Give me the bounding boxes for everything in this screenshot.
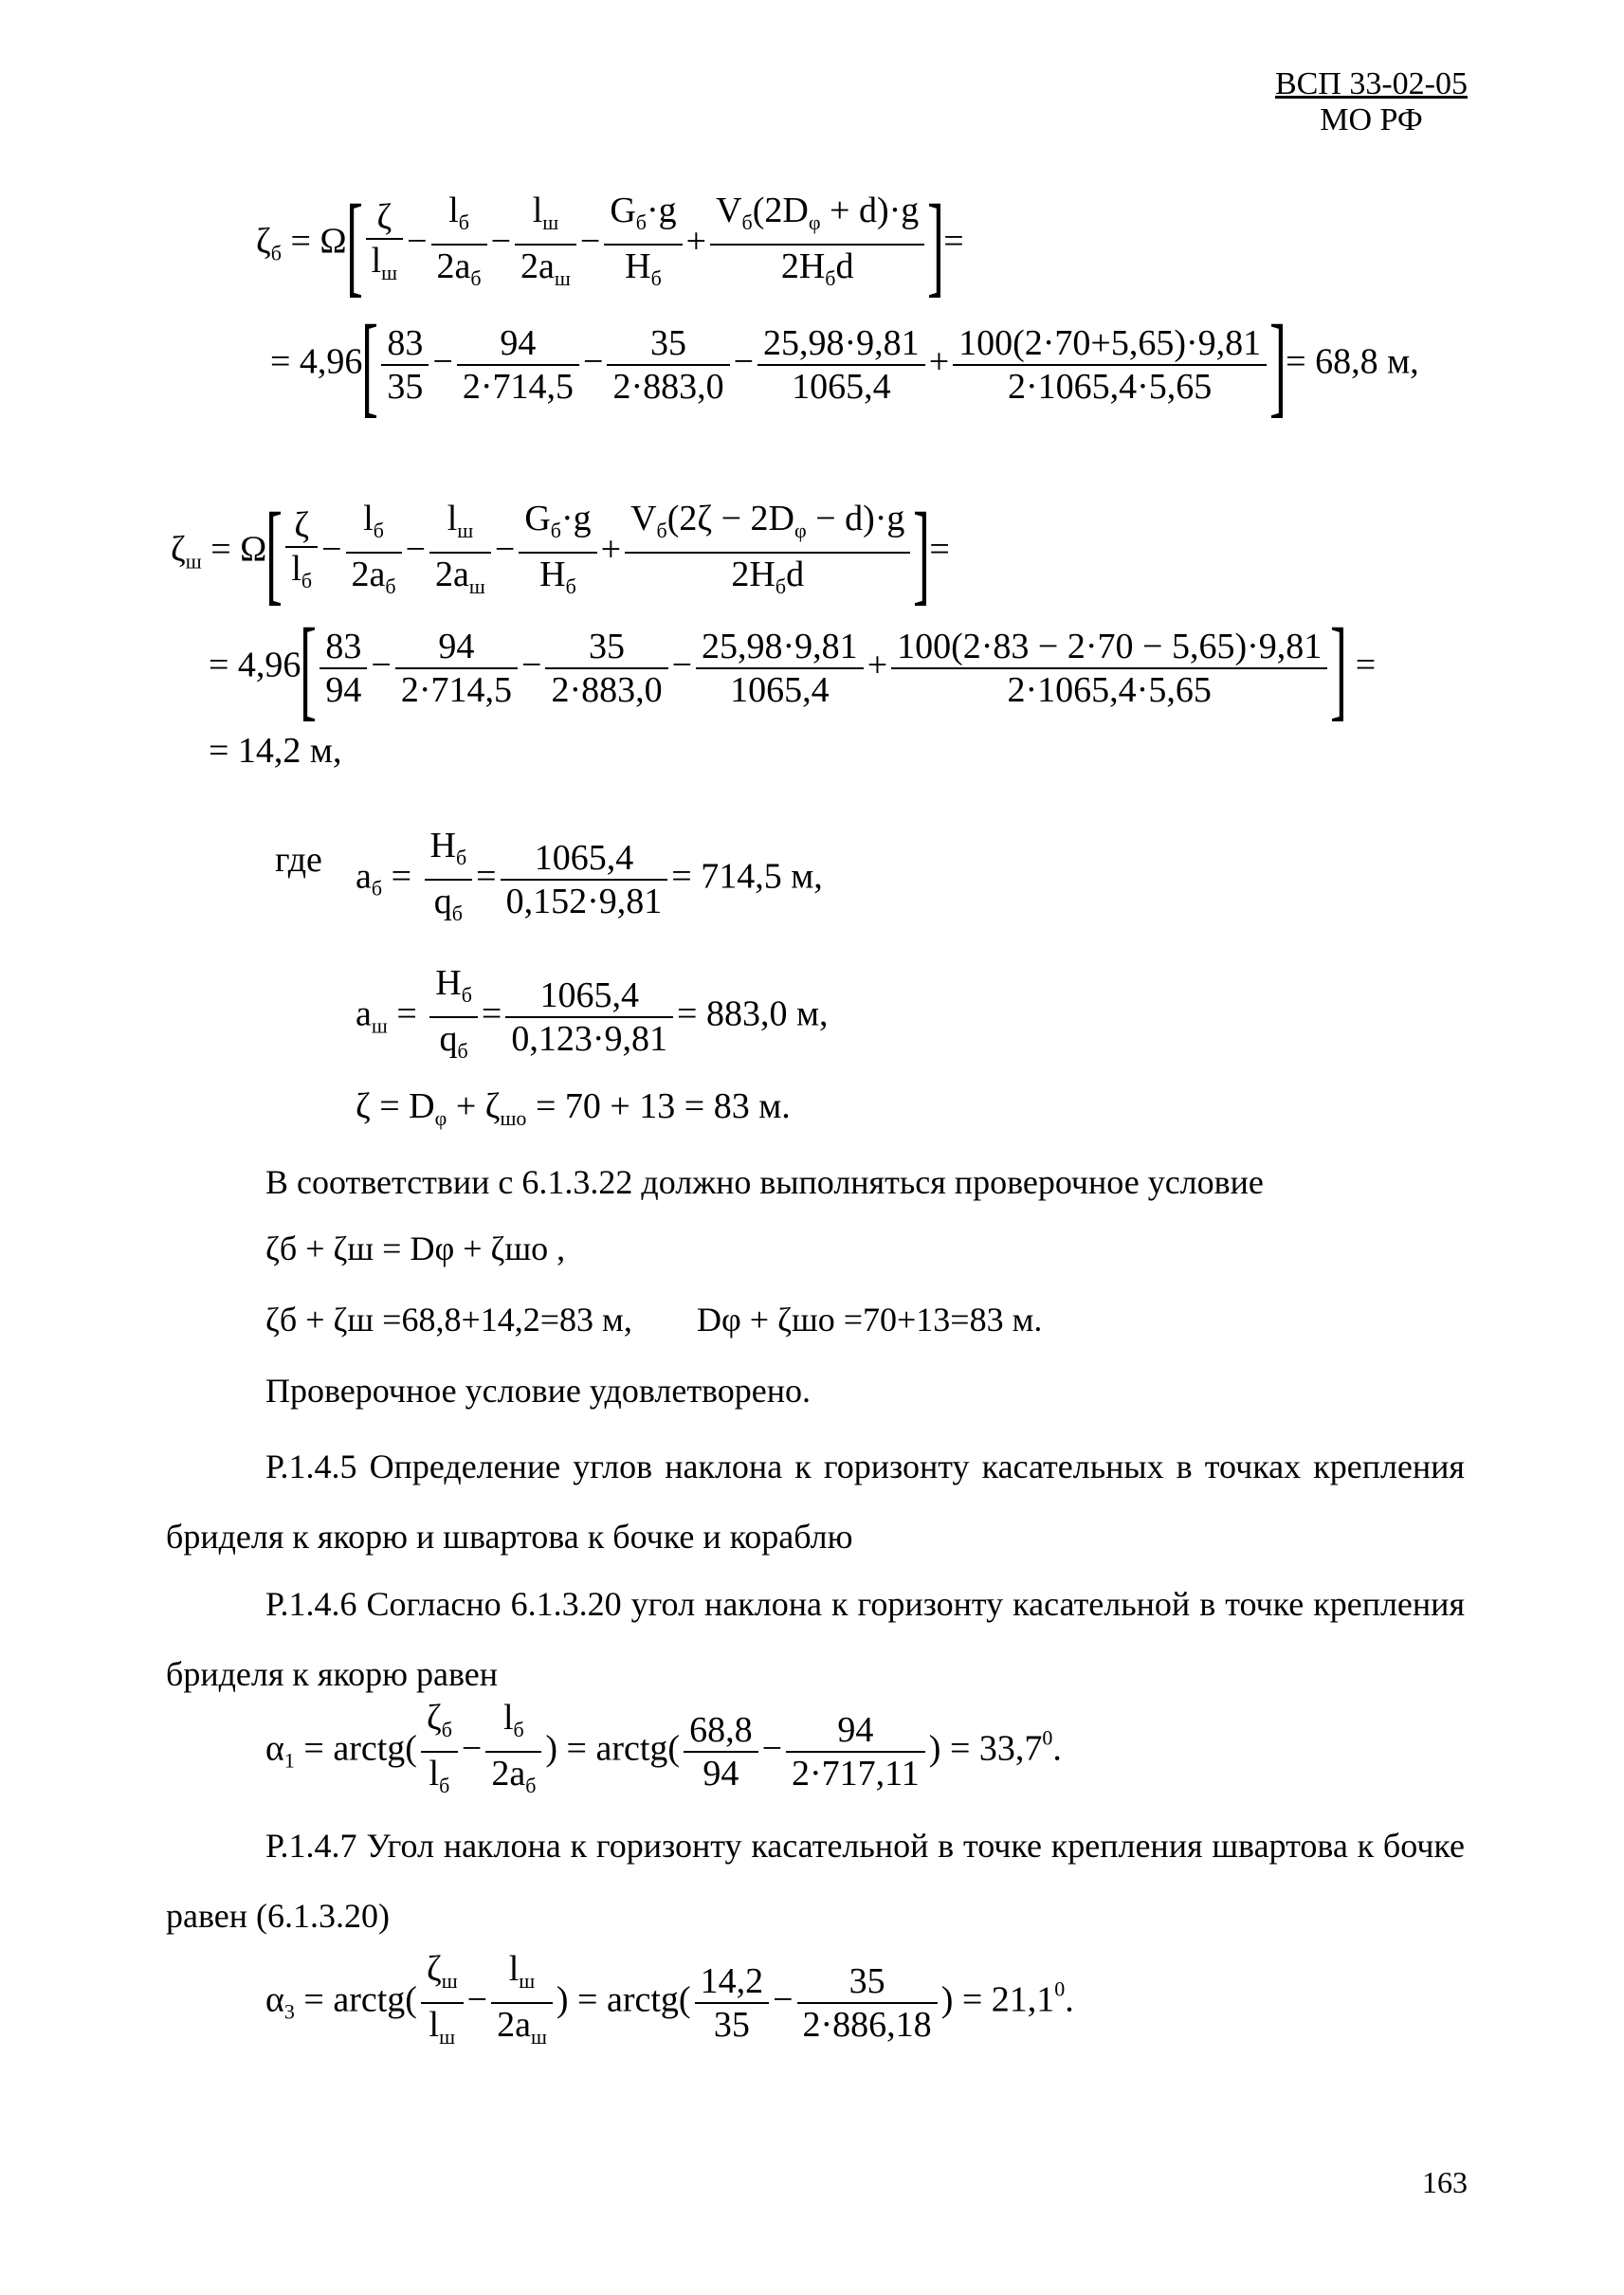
- page-number: 163: [1422, 2165, 1468, 2199]
- eq2-tail: =: [1355, 645, 1377, 685]
- equation-zeta-b-line1: $\zeta_б = \Omega$[ $\frac{\zeta}{l_ш}$ − $\frac{l_б}{2a_б}$ − $\frac{l_ш}{2a_ш}$ − $\frac{G_б\cdot g}{H_б}$ + $\frac{V_б(2D_\varphi + d)\cdot g}{2H_бd}$ ]=: [256, 181, 964, 307]
- zeta-result: = 70 + 13 = 83 м.: [535, 1086, 791, 1126]
- check-formula-2a: ζб + ζш =68,8+14,2=83 м,: [265, 1301, 632, 1339]
- alpha3-result: = 21,1: [961, 1979, 1055, 2020]
- paragraph-p145: Р.1.4.5 Определение углов наклона к горизонту касательных в точках крепления бриделя к якорю и швартова к бочке и кораблю: [166, 1448, 1465, 1556]
- a-sh-result: = 883,0 м,: [677, 993, 829, 1034]
- equation-zeta-sh-result: = 14,2 м,: [209, 731, 342, 771]
- alpha1-result: = 33,7: [949, 1728, 1043, 1769]
- equation-zeta-sh-line1: $\zeta_ш = \Omega$[ $\frac{\zeta}{l_б}$ − $\frac{l_б}{2a_б}$ − $\frac{l_ш}{2a_ш}$ − $\frac{G_б\cdot g}{H_б}$ + $\frac{V_б(2\zeta - 2D_\varphi - d)\cdot g}{2H_бd}$ ]=: [171, 489, 950, 615]
- ministry-code: МО РФ: [1320, 102, 1423, 137]
- equation-zeta-b-line2: = 4,96[ $\frac{83}{35}$ − $\frac{94}{2\cdot 714,5}$ − $\frac{35}{2\cdot 883,0}$ − $\frac{25,98\cdot 9,81}{1065,4}$ + $\frac{100(2\cdot 70+5,65)\cdot 9,81}{2\cdot 1065,4\cdot 5,65}$ ]= 68,8 м,: [270, 301, 1419, 428]
- eq1-lead: = 4,96: [270, 341, 363, 382]
- equation-a-b: $a_б$ = $\frac{H_б}{q_б}$ = $\frac{1065,4}{0,152\cdot 9,81}$ = 714,5 м,: [356, 826, 823, 925]
- zeta-lhs: ζ = D: [356, 1086, 435, 1126]
- eq1-tail: =: [943, 221, 964, 262]
- paragraph-p146: Р.1.4.6 Согласно 6.1.3.20 угол наклона к горизонту касательной в точке крепления бриделя к якорю равен: [166, 1585, 1465, 1693]
- equation-zeta: $\zeta = D_\varphi + \zeta_{шо} = 70 + 13 = 83$ м.: [356, 1086, 791, 1130]
- eq2-lead: = 4,96: [209, 645, 301, 685]
- eq1-result: = 68,8 м,: [1286, 341, 1419, 382]
- check-formula-1: ζб + ζш = Dφ + ζшо ,: [265, 1229, 566, 1267]
- where-label: где: [275, 840, 322, 880]
- a-b-result: = 714,5 м,: [671, 856, 823, 897]
- paragraph-p147: Р.1.4.7 Угол наклона к горизонту касательной в точке крепления швартова к бочке равен (6.1.3.20): [166, 1827, 1465, 1935]
- check-formula-2b: Dφ + ζшо =70+13=83 м.: [697, 1301, 1043, 1339]
- paragraph-check-condition: В соответствии с 6.1.3.22 должно выполняться проверочное условие: [265, 1163, 1264, 1201]
- equation-alpha1: $\alpha_1$ = arctg( $\frac{\zeta_б}{l_б}$ − $\frac{l_б}{2a_б}$ ) = arctg( $\frac{68,8}{94}$ − $\frac{94}{2\cdot 717,11}$ ) = $33,7^0$.: [265, 1698, 1062, 1797]
- equation-a-sh: $a_ш$ = $\frac{H_б}{q_б}$ = $\frac{1065,4}{0,123\cdot 9,81}$ = 883,0 м,: [356, 963, 829, 1063]
- equation-alpha3: $\alpha_3$ = arctg( $\frac{\zeta_ш}{l_ш}$ − $\frac{l_ш}{2a_ш}$ ) = arctg( $\frac{14,2}{35}$ − $\frac{35}{2\cdot 886,18}$ ) = $21,1^0$.: [265, 1949, 1074, 2049]
- paragraph-satisfied: Проверочное условие удовлетворено.: [265, 1372, 812, 1410]
- equation-zeta-sh-line2: = 4,96[ $\frac{83}{94}$ − $\frac{94}{2\cdot 714,5}$ − $\frac{35}{2\cdot 883,0}$ − $\frac{25,98\cdot 9,81}{1065,4}$ + $\frac{100(2\cdot 83 - 2\cdot 70 - 5,65)\cdot 9,81}{2\cdot 1065,4\cdot 5,65}$ ] =: [209, 605, 1377, 731]
- document-code: [1275, 66, 1468, 138]
- standard-code: ВСП 33-02-05: [1274, 66, 1468, 101]
